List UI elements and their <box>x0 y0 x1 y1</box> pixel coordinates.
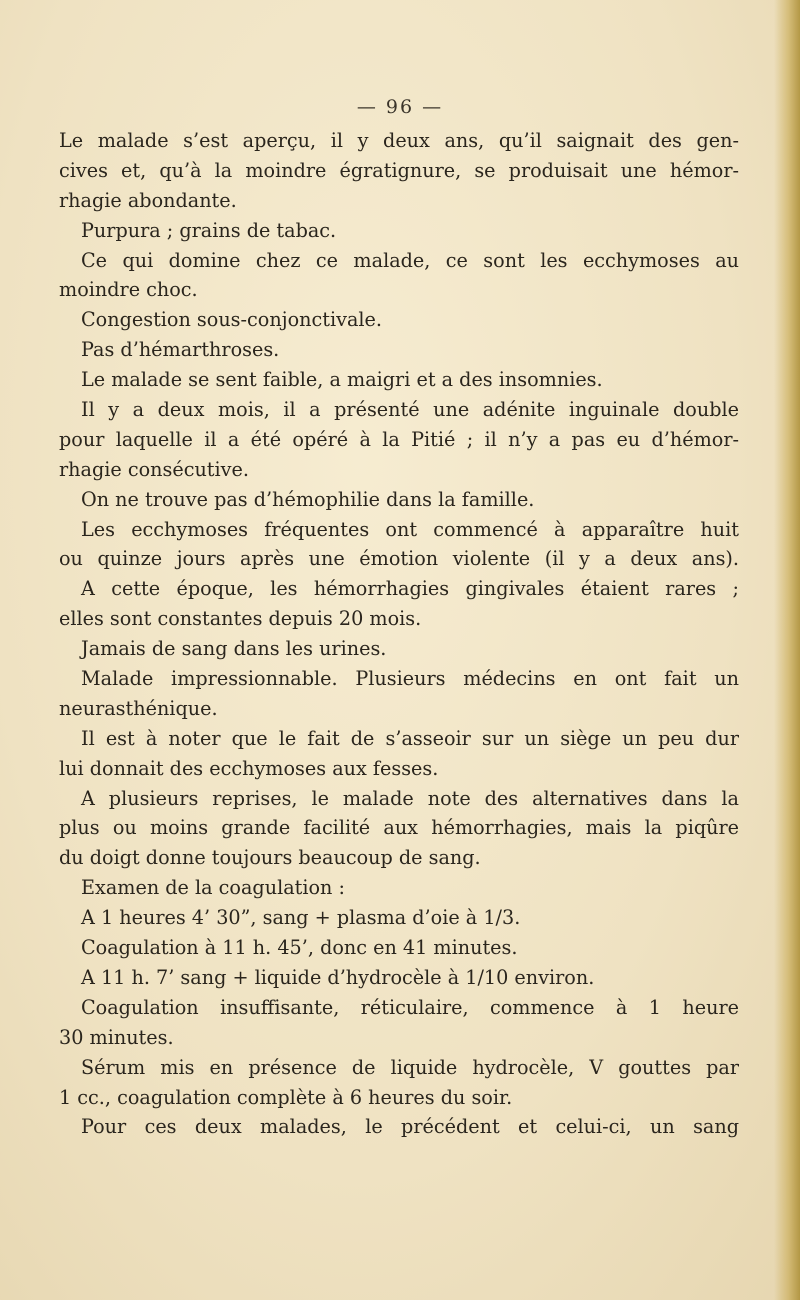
text-line: elles sont constantes depuis 20 mois. <box>59 607 422 631</box>
text-line: Purpura ; grains de tabac. <box>81 218 337 242</box>
text-line: Les ecchymoses fréquentes ont commencé à apparaître huit <box>81 517 739 541</box>
text-line: Le malade s’est aperçu, il y deux ans, qu’il saignait des gen- <box>59 129 739 152</box>
text-line: Coagulation à 11 h. 45’, donc en 41 minutes. <box>81 936 518 960</box>
text-line: A cette époque, les hémorrhagies gingivales étaient rares ; <box>81 577 739 601</box>
text-line: Examen de la coagulation : <box>81 876 345 900</box>
text-line: neurasthénique. <box>59 696 218 720</box>
text-line: Jamais de sang dans les urines. <box>81 637 387 661</box>
text-line: A 1 heures 4’ 30”, sang + plasma d’oie à 1/3. <box>81 906 521 930</box>
text-line: Sérum mis en présence de liquide hydrocèle, V gouttes par <box>81 1055 739 1079</box>
text-line: rhagie consécutive. <box>59 457 249 481</box>
text-line: ou quinze jours après une émotion violente (il y a deux ans). <box>59 547 739 571</box>
text-line: Pour ces deux malades, le précédent et celui-ci, un sang <box>81 1115 739 1139</box>
text-line: 1 cc., coagulation complète à 6 heures du soir. <box>59 1085 513 1109</box>
text-line: rhagie abondante. <box>59 188 237 212</box>
text-line: moindre choc. <box>59 278 198 302</box>
text-line: Pas d’hémarthroses. <box>81 338 280 362</box>
text-line: A plusieurs reprises, le malade note des alternatives dans la <box>81 786 739 810</box>
text-line: plus ou moins grande facilité aux hémorrhagies, mais la piqûre <box>59 816 739 840</box>
text-line: 30 minutes. <box>59 1025 174 1049</box>
text-line: Il y a deux mois, il a présenté une adénite inguinale double <box>81 398 739 422</box>
page-edge-shadow <box>774 0 800 1300</box>
text-line: Malade impressionnable. Plusieurs médecins en ont fait un <box>81 667 739 691</box>
text-line: pour laquelle il a été opéré à la Pitié ; il n’y a pas eu d’hémor- <box>59 427 739 451</box>
body-text <box>59 126 739 1142</box>
text-line: lui donnait des ecchymoses aux fesses. <box>59 756 439 780</box>
page-number: — 96 — <box>356 96 444 118</box>
text-line: Coagulation insuffisante, réticulaire, commence à 1 heure <box>81 995 739 1019</box>
text-line: A 11 h. 7’ sang + liquide d’hydrocèle à 1/10 environ. <box>81 965 595 989</box>
text-line: Ce qui domine chez ce malade, ce sont les ecchymoses au <box>81 248 739 272</box>
text-line: cives et, qu’à la moindre égratignure, se produisait une hémor- <box>59 158 739 182</box>
text-line: On ne trouve pas d’hémophilie dans la famille. <box>81 487 535 511</box>
text-line: Le malade se sent faible, a maigri et a des insomnies. <box>81 368 603 392</box>
text-line: Congestion sous-conjonctivale. <box>81 308 382 332</box>
text-line: Il est à noter que le fait de s’asseoir sur un siège un peu dur <box>81 726 739 750</box>
text-line: du doigt donne toujours beaucoup de sang. <box>59 846 481 870</box>
